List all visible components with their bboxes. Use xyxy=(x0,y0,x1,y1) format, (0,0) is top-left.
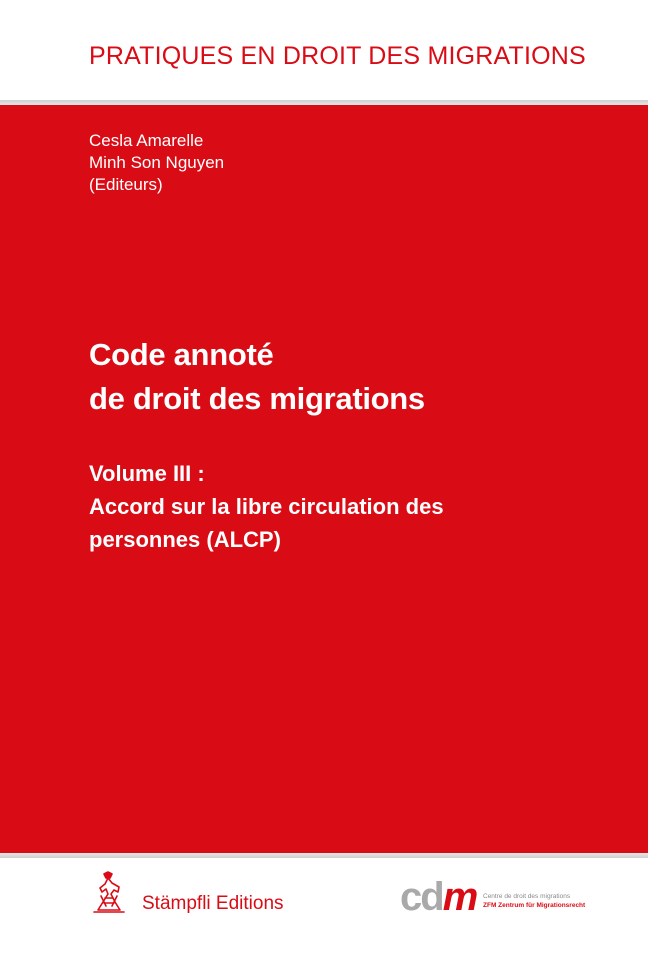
volume-line: personnes (ALCP) xyxy=(89,527,281,552)
cdm-logo xyxy=(400,877,476,917)
cdm-caption-line: ZFM Zentrum für Migrationsrecht xyxy=(483,902,586,909)
volume-subtitle xyxy=(89,457,444,556)
editors-block xyxy=(89,130,224,196)
publisher-name: Stämpfli Editions xyxy=(142,893,284,914)
cdm-caption xyxy=(483,892,585,910)
volume-line: Accord sur la libre circulation des xyxy=(89,494,444,519)
book-title-line: Code annoté xyxy=(89,337,274,372)
book-title-line: de droit des migrations xyxy=(89,381,425,416)
series-header xyxy=(0,0,648,100)
knight-figure-icon xyxy=(86,870,132,916)
volume-line: Volume III : xyxy=(89,461,205,486)
cdm-logo-cd: cd xyxy=(400,875,443,919)
editors-role: (Editeurs) xyxy=(89,175,163,194)
cdm-caption-line: Centre de droit des migrations xyxy=(483,893,571,900)
editor-name: Cesla Amarelle xyxy=(89,131,204,150)
book-title xyxy=(89,333,425,421)
series-title: PRATIQUES EN DROIT DES MIGRATIONS xyxy=(89,42,586,70)
editor-name: Minh Son Nguyen xyxy=(89,153,225,172)
cdm-logo-m: m xyxy=(442,875,477,919)
